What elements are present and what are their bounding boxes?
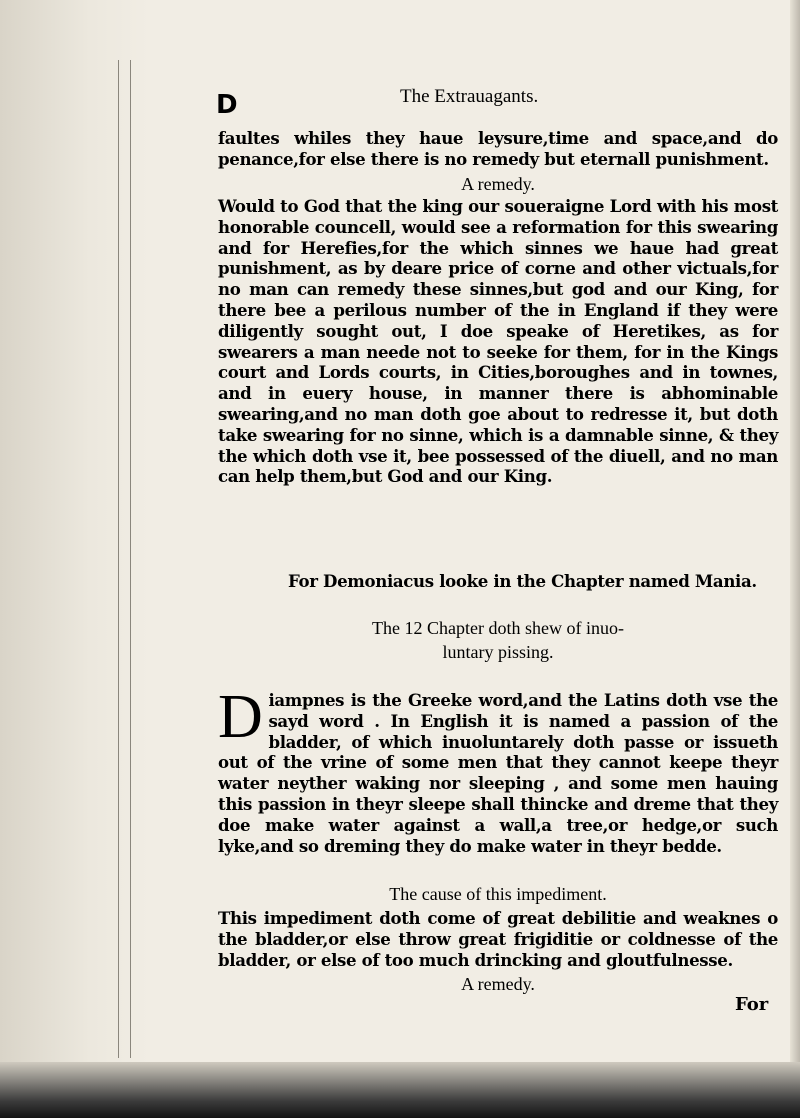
chapter-title-line-2: luntary pissing. — [442, 642, 554, 662]
paragraph-4: This impediment doth come of great debilitie and weaknes o the bladder,or else throw great frigiditie or coldnesse of the bladder, or else of too much drincking and gloutfulnesse. — [218, 908, 778, 970]
cause-heading: The cause of this impediment. — [389, 884, 607, 904]
running-title: The Extrauagants. — [400, 86, 539, 107]
chapter-body — [218, 683, 778, 856]
drop-cap: D — [218, 683, 263, 751]
catchword: For — [735, 994, 769, 1015]
paragraph-2-end: For Demoniacus looke in the Chapter named Mania. — [288, 571, 757, 591]
remedy-heading-2: A remedy. — [461, 974, 535, 994]
chapter-title-line-1: The 12 Chapter doth shew of inuo- — [372, 618, 624, 638]
page-edge — [790, 0, 800, 1118]
page-shadow — [0, 1062, 800, 1118]
signature-mark: D — [216, 90, 238, 120]
remedy-heading: A remedy. — [461, 174, 535, 194]
paragraph-2: Would to God that the king our soueraigne Lord with his most honorable councell, would see a reformation for this swearing and for Herefies,for the which sinnes we haue had great punishment, as by deare price of corne and other victuals,for no man can remedy these sinnes,but god and our King, for there bee a perilous number of the in England if they were diligently sought out, I doe speake of Heretikes, as for swearers a man neede not to seeke for them, for in the Kings court and Lords courts, in Cities,boroughes and in townes, and in euery house, in manner there is abhominable swearing,and no man doth goe about to redresse it, but doth take swearing for no sinne, which is a damnable sinne, & they the which doth vse it, bee possessed of the diuell, and no man can help them,but God and our King. — [218, 196, 778, 487]
paragraph-3: iampnes is the Greeke word,and the Latins doth vse the sayd word . In English it is named a passion of the bladder, of which inuoluntarely doth passe or issueth out of the vrine of some men that they cannot keepe theyr water neyther waking nor sleeping , and some men hauing this passion in theyr sleepe shall thincke and dreme that they doe make water against a wall,a tree,or hedge,or such lyke,and so dreming they do make water in theyr bedde. — [218, 690, 778, 856]
paragraph-1: faultes whiles they haue leysure,time and space,and do penance,for else there is no remedy but eternall punishment. — [218, 128, 778, 169]
gutter-line — [130, 60, 131, 1058]
gutter-line — [118, 60, 119, 1058]
page-gutter — [0, 0, 150, 1118]
